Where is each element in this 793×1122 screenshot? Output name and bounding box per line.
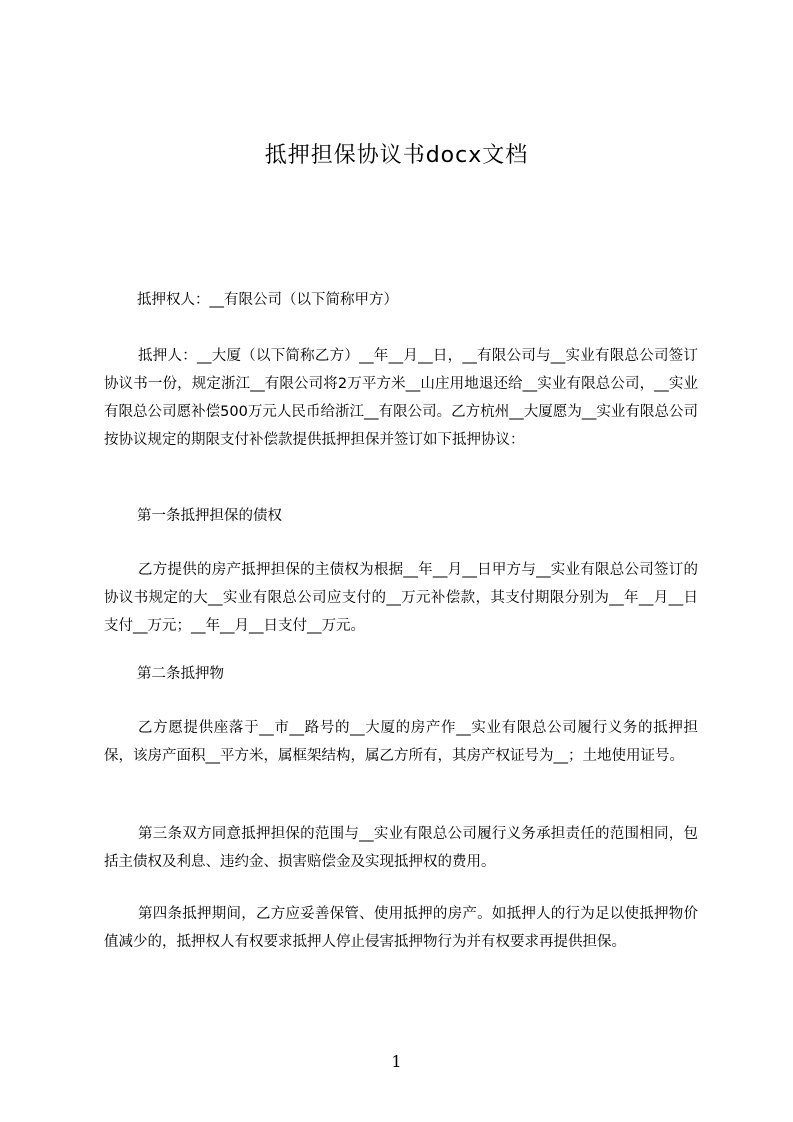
- article-2-body: 乙方愿提供座落于__市__路号的__大厦的房产作__实业有限总公司履行义务的抵押担保，该房产面积__平方米，属框架结构，属乙方所有，其房产权证号为__；土地使用证号。: [104, 720, 698, 764]
- article-1-heading: 第一条抵押担保的债权: [137, 508, 282, 524]
- mortgagor-paragraph: 抵押人：__大厦（以下简称乙方）__年__月__日，__有限公司与__实业有限总公司签订协议书一份，规定浙江__有限公司将2万平方米__山庄用地退还给__实业有限总公司，__实业有限总公司愿补偿500万元人民币给浙江__有限公司。乙方杭州__大厦愿为__实业有限总公司按协议规定的期限支付补偿款提供抵押担保并签订如下抵押协议：: [104, 348, 698, 448]
- article-1-body: 乙方提供的房产抵押担保的主债权为根据__年__月__日甲方与__实业有限总公司签订的协议书规定的大__实业有限总公司应支付的__万元补偿款，其支付期限分别为__年__月__日支付__万元；__年__月__日支付__万元。: [104, 562, 698, 634]
- article-3-body: 第三条双方同意抵押担保的范围与__实业有限总公司履行义务承担责任的范围相同，包括主债权及利息、违约金、损害赔偿金及实现抵押权的费用。: [104, 826, 698, 870]
- mortgagee-line: 抵押权人：__有限公司（以下简称甲方）: [137, 292, 398, 308]
- document-title: 抵押担保协议书docx文档: [264, 143, 529, 168]
- article-4-body: 第四条抵押期间，乙方应妥善保管、使用抵押的房产。如抵押人的行为足以使抵押物价值减少的，抵押权人有权要求抵押人停止侵害抵押物行为并有权要求再提供担保。: [104, 906, 698, 950]
- article-2-heading: 第二条抵押物: [137, 666, 224, 682]
- page-number: 1: [391, 1052, 402, 1071]
